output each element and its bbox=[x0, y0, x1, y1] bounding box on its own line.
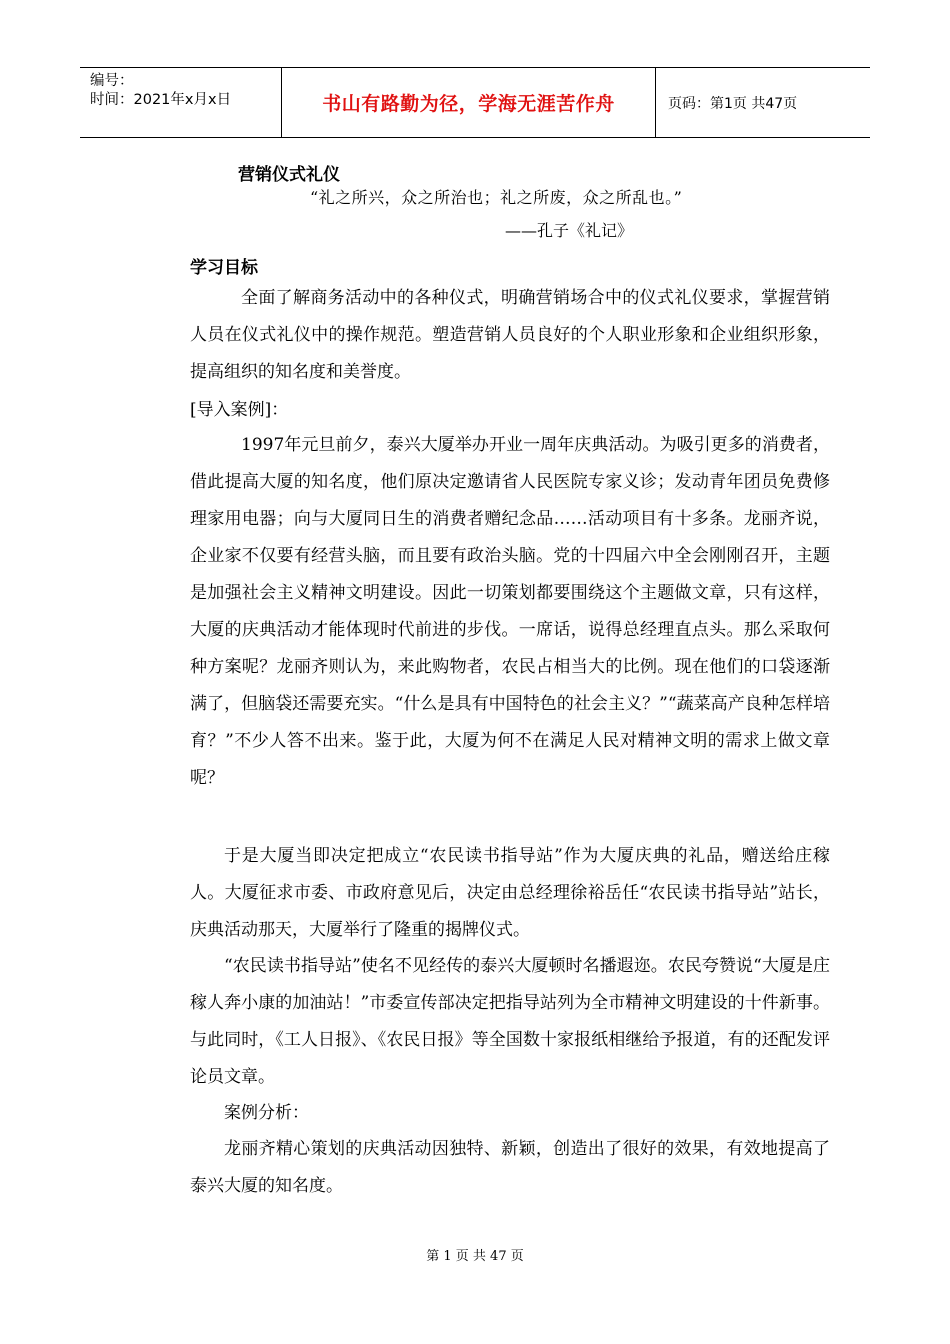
case-paragraph-2: 于是大厦当即决定把成立“农民读书指导站”作为大厦庆典的礼品，赠送给庄稼人。大厦征求市委、市政府意见后，决定由总经理徐裕岳任“农民读书指导站”站长，庆典活动那天，大厦举行了隆重的揭牌仪式。 bbox=[190, 846, 830, 940]
page-footer: 第 1 页 共 47 页 bbox=[426, 1249, 524, 1264]
header-meta-cell bbox=[80, 68, 282, 137]
case-label: [导入案例]： bbox=[190, 400, 289, 420]
document-title: 营销仪式礼仪 bbox=[238, 165, 340, 185]
case-paragraph-1: 1997年元旦前夕，泰兴大厦举办开业一周年庆典活动。为吸引更多的消费者，借此提高大厦的知名度，他们原决定邀请省人民医院专家义诊；发动青年团员免费修理家用电器；向与大厦同日生的消费者赠纪念品……活动项目有十多条。龙丽齐说，企业家不仅要有经营头脑，而且要有政治头脑。党的十四届六中全会刚刚召开，主题是加强社会主义精神文明建设。因此一切策划都要围绕这个主题做文章，只有这样，大厦的庆典活动才能体现时代前进的步伐。一席话，说得总经理直点头。那么采取何种方案呢？龙丽齐则认为，来此购物者，农民占相当大的比例。现在他们的口袋逐渐满了，但脑袋还需要充实。“什么是具有中国特色的社会主义？”“蔬菜高产良种怎样培育？”不少人答不出来。鉴于此，大厦为何不在满足人民对精神文明的需求上做文章呢？ bbox=[190, 435, 830, 788]
document-time-label: 时间：2021年x月x日 bbox=[90, 92, 232, 108]
epigraph-source: ——孔子《礼记》 bbox=[505, 221, 634, 240]
header-page-info: 页码：第1页 共47页 bbox=[668, 95, 798, 112]
case-paragraph-3: “农民读书指导站”使名不见经传的泰兴大厦顿时名播遐迩。农民夸赞说“大厦是庄稼人奔小康的加油站！”市委宣传部决定把指导站列为全市精神文明建设的十件新事。与此同时，《工人日报》、《农民日报》等全国数十家报纸相继给予报道，有的还配发评论员文章。 bbox=[190, 956, 830, 1087]
document-number-label: 编号： bbox=[90, 73, 134, 89]
objectives-paragraph: 全面了解商务活动中的各种仪式，明确营销场合中的仪式礼仪要求，掌握营销人员在仪式礼仪中的操作规范。塑造营销人员良好的个人职业形象和企业组织形象，提高组织的知名度和美誉度。 bbox=[190, 288, 830, 382]
analysis-label: 案例分析： bbox=[224, 1103, 309, 1123]
analysis-paragraph: 龙丽齐精心策划的庆典活动因独特、新颖，创造出了很好的效果，有效地提高了泰兴大厦的知名度。 bbox=[190, 1139, 830, 1196]
header-table bbox=[80, 67, 870, 138]
header-motto: 书山有路勤为径，学海无涯苦作舟 bbox=[322, 93, 615, 115]
objectives-heading: 学习目标 bbox=[190, 258, 258, 278]
header-page-cell bbox=[656, 68, 870, 137]
header-motto-cell bbox=[282, 68, 656, 137]
epigraph-quote: “礼之所兴，众之所治也；礼之所废，众之所乱也。” bbox=[310, 188, 683, 207]
